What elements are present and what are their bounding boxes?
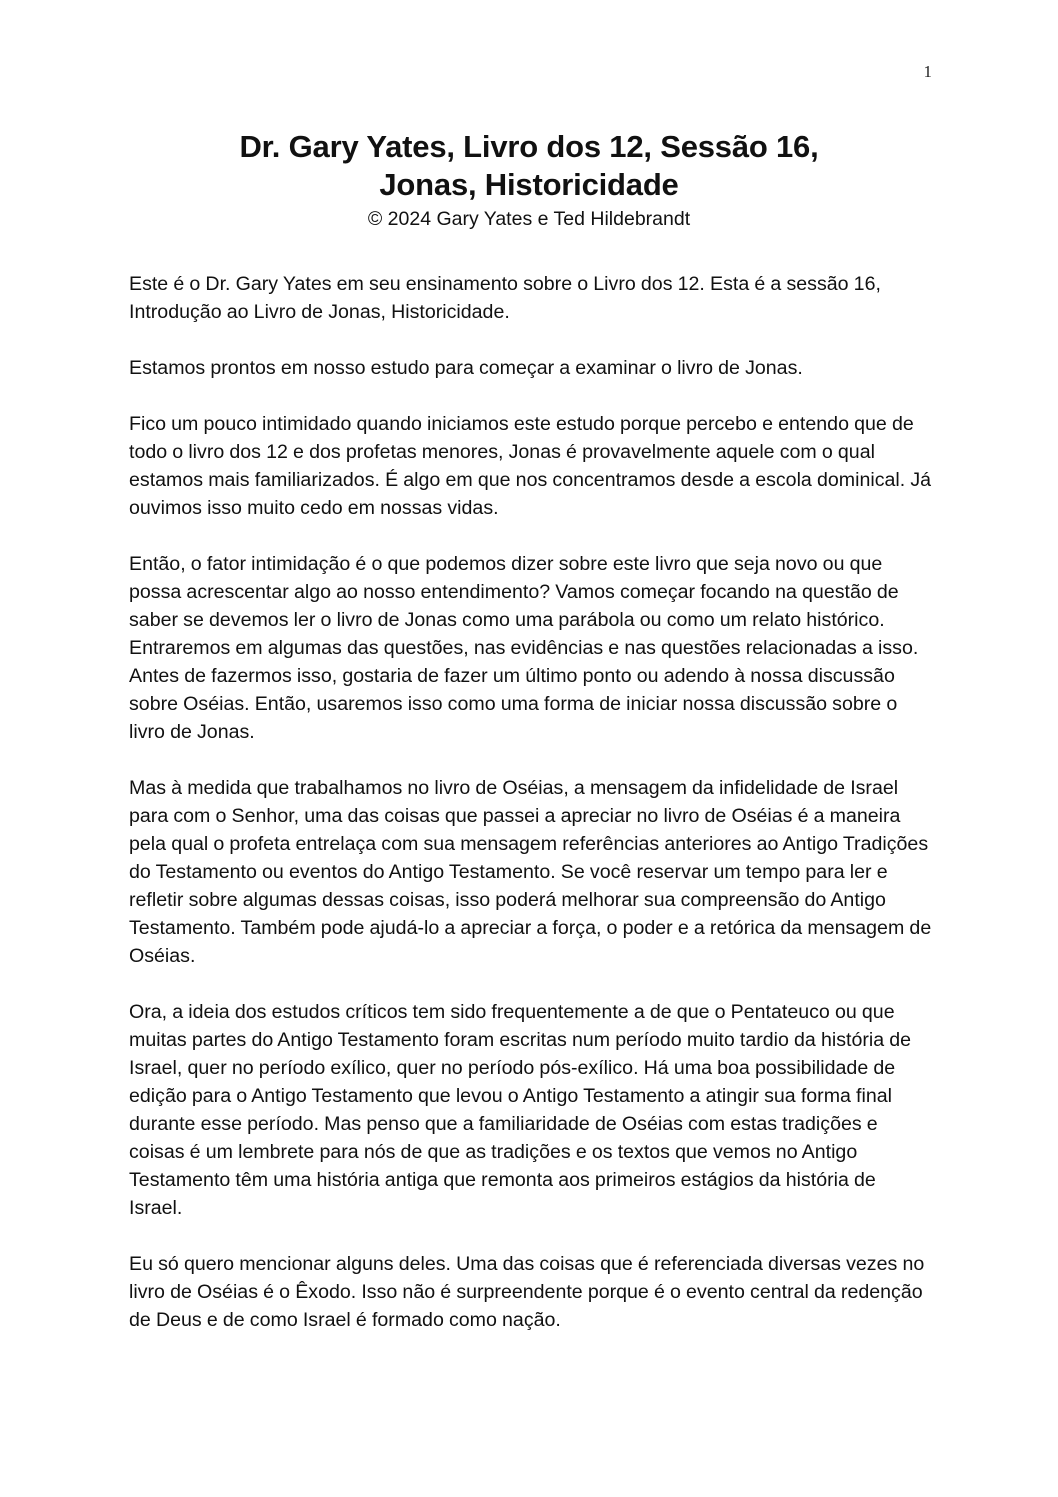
document-body [129,270,932,1362]
paragraph-hosea-message: Mas à medida que trabalhamos no livro de Oséias, a mensagem da infidelidade de Israel para com o Senhor, uma das coisas que passei a apreciar no livro de Oséias é a maneira pela qual o profeta entrelaça com sua mensagem referências anteriores ao Antigo Tradições do Testamento ou eventos do Antigo Testamento. Se você reservar um tempo para ler e refletir sobre algumas dessas coisas, isso poderá melhorar sua compreensão do Antigo Testamento. Também pode ajudá-lo a apreciar a força, o poder e a retórica da mensagem de Oséias. [129,777,932,967]
document-title-line-2: Jonas, Historicidade [379,167,679,202]
paragraph-intimidated: Fico um pouco intimidado quando iniciamos este estudo porque percebo e entendo que de todo o livro dos 12 e dos profetas menores, Jonas é provavelmente aquele com o qual estamos mais familiarizados. É algo em que nos concentramos desde a escola dominical. Já ouvimos isso muito cedo em nossas vidas. [129,413,932,519]
document-title-line-1: Dr. Gary Yates, Livro dos 12, Sessão 16, [239,129,819,164]
paragraph-intro: Este é o Dr. Gary Yates em seu ensinamento sobre o Livro dos 12. Esta é a sessão 16, Introdução ao Livro de Jonas, Historicidade. [129,273,881,323]
document-header [0,128,1058,232]
copyright-notice: © 2024 Gary Yates e Ted Hildebrandt [367,208,691,230]
paragraph-exodus: Eu só quero mencionar alguns deles. Uma das coisas que é referenciada diversas vezes no livro de Oséias é o Êxodo. Isso não é surpreendente porque é o evento central da redenção de Deus e de como Israel é formado como nação. [129,1253,925,1331]
page-number: 1 [923,62,932,81]
paragraph-critical-studies: Ora, a ideia dos estudos críticos tem sido frequentemente a de que o Pentateuco ou que muitas partes do Antigo Testamento foram escritas num período muito tardio da história de Israel, quer no período exílico, quer no período pós-exílico. Há uma boa possibilidade de edição para o Antigo Testamento que levou o Antigo Testamento a atingir sua forma final durante esse período. Mas penso que a familiaridade de Oséias com estas tradições e coisas é um lembrete para nós de que as tradições e os textos que vemos no Antigo Testamento têm uma história antiga que remonta aos primeiros estágios da história de Israel. [129,1001,912,1219]
paragraph-ready: Estamos prontos em nosso estudo para começar a examinar o livro de Jonas. [129,357,803,379]
paragraph-parable-or-history: Então, o fator intimidação é o que podemos dizer sobre este livro que seja novo ou que possa acrescentar algo ao nosso entendimento? Vamos começar focando na questão de saber se devemos ler o livro de Jonas como uma parábola ou como um relato histórico. Entraremos em algumas das questões, nas evidências e nas questões relacionadas a isso. Antes de fazermos isso, gostaria de fazer um último ponto ou adendo à nossa discussão sobre Oséias. Então, usaremos isso como uma forma de iniciar nossa discussão sobre o livro de Jonas. [129,553,919,743]
